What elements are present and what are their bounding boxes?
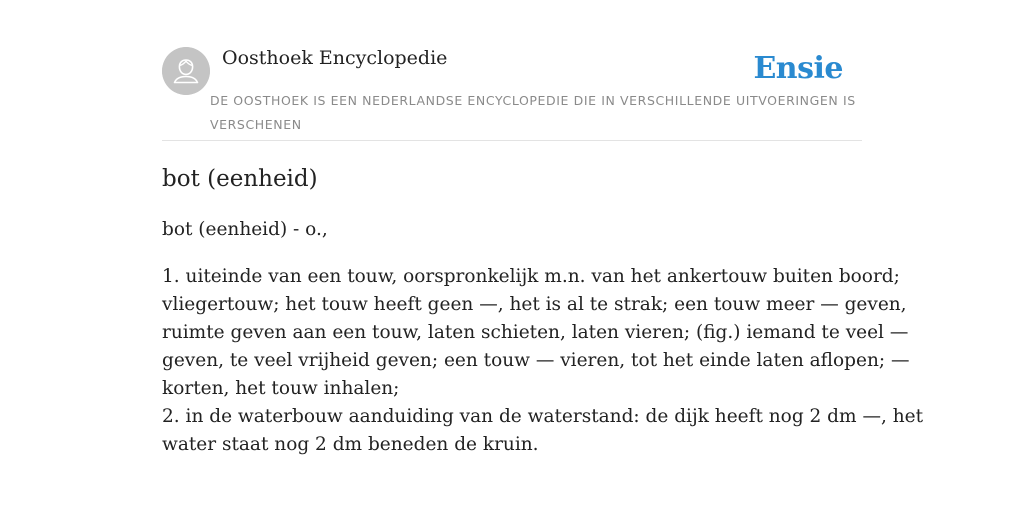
ensie-logo[interactable]: Ensie (753, 51, 843, 86)
definition-line: korten, het touw inhalen; (162, 378, 400, 399)
source-description-line: VERSCHENEN (210, 117, 302, 132)
definition-line: geven, te veel vrijheid geven; een touw — vieren, tot het einde laten aflopen; — (162, 350, 910, 371)
definition-line: ruimte geven aan een touw, laten schieten, laten vieren; (fig.) iemand te veel — (162, 322, 909, 343)
definition-line: water staat nog 2 dm beneden de kruin. (162, 434, 539, 455)
source-header (162, 0, 862, 141)
article-lemma: bot (eenheid) - o., (162, 219, 328, 240)
definition-line: vliegertouw; het touw heeft geen —, het is al te strak; een touw meer — geven, (162, 294, 907, 315)
definition-line: 1. uiteinde van een touw, oorspronkelijk m.n. van het ankertouw buiten boord; (162, 266, 900, 287)
avatar[interactable] (162, 47, 210, 95)
definition-line: 2. in de waterbouw aanduiding van de waterstand: de dijk heeft nog 2 dm —, het (162, 406, 924, 427)
page-title: bot (eenheid) (162, 166, 318, 192)
article-definitions (162, 263, 924, 459)
user-icon (162, 47, 210, 95)
page (162, 0, 924, 455)
source-description (162, 89, 862, 137)
source-description-line: DE OOSTHOEK IS EEN NEDERLANDSE ENCYCLOPEDIE DIE IN VERSCHILLENDE UITVOERINGEN IS (210, 93, 856, 108)
source-name[interactable]: Oosthoek Encyclopedie (222, 47, 448, 69)
